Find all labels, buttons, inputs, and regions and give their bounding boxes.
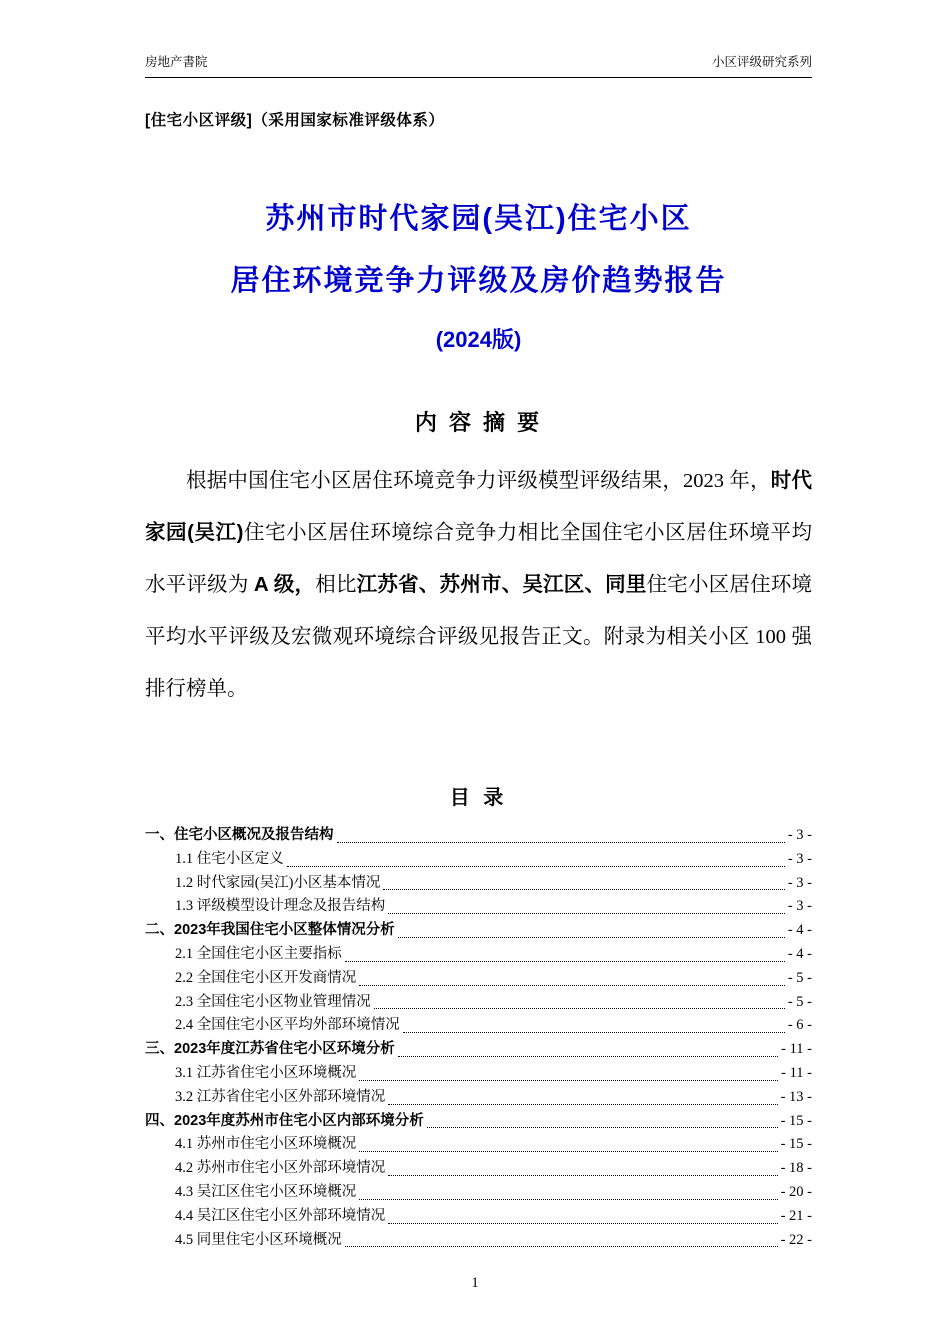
toc-row <box>145 1086 812 1110</box>
toc-label: 三、2023年度江苏省住宅小区环境分析 <box>145 1041 395 1058</box>
dotted-leader <box>345 961 785 962</box>
toc-label: 3.2 江苏省住宅小区外部环境情况 <box>175 1088 386 1105</box>
header-right-text: 小区评级研究系列 <box>711 55 812 69</box>
toc-heading: 目 录 <box>449 787 508 809</box>
toc-row <box>145 1038 812 1062</box>
dotted-leader <box>374 1008 785 1009</box>
toc-label: 1.2 时代家园(吴江)小区基本情况 <box>175 874 381 891</box>
toc-row <box>145 1205 812 1229</box>
dotted-leader <box>388 913 785 914</box>
toc-label: 2.4 全国住宅小区平均外部环境情况 <box>175 1017 400 1034</box>
toc-label: 一、住宅小区概况及报告结构 <box>145 827 334 843</box>
summary-segment-bold: 时代家园(吴江) <box>145 469 813 544</box>
toc-label: 4.4 吴江区住宅小区外部环境情况 <box>175 1207 386 1224</box>
toc-label: 2.3 全国住宅小区物业管理情况 <box>175 993 371 1010</box>
toc-page-number: - 5 - <box>787 969 812 986</box>
toc-row <box>145 919 812 943</box>
page-header <box>145 52 812 78</box>
toc-label: 2.1 全国住宅小区主要指标 <box>175 945 342 962</box>
summary-segment: 住宅小区居住环境综合竞争力相比全国住宅小区居住环境平均水平评级为 <box>145 522 813 596</box>
toc-page-number: - 3 - <box>787 827 812 843</box>
toc-row <box>145 1110 812 1134</box>
toc-row <box>145 1062 812 1086</box>
toc-page-number: - 4 - <box>787 945 812 962</box>
toc-page-number: - 11 - <box>781 1064 812 1081</box>
dotted-leader <box>427 1127 778 1128</box>
toc-label: 2.2 全国住宅小区开发商情况 <box>175 969 357 986</box>
toc-row <box>145 1181 812 1205</box>
toc-label: 4.3 吴江区住宅小区环境概况 <box>175 1183 357 1200</box>
toc-row <box>145 943 812 967</box>
toc-page-number: - 22 - <box>780 1231 812 1248</box>
summary-segment: 住宅小区居住环境平均水平评级及宏微观环境综合评级见报告正文。附录为相关小区 100 强排行榜单。 <box>145 574 813 700</box>
summary-segment: 相比 <box>315 574 357 596</box>
toc-page-number: - 5 - <box>787 993 812 1010</box>
toc-page-number: - 15 - <box>780 1112 812 1129</box>
toc-row <box>145 1014 812 1038</box>
dotted-leader <box>359 1151 777 1152</box>
toc-page-number: - 11 - <box>781 1041 812 1058</box>
toc-label: 1.1 住宅小区定义 <box>175 850 284 867</box>
toc-page-number: - 3 - <box>787 898 812 915</box>
dotted-leader <box>388 1223 777 1224</box>
report-title-line1: 苏州市时代家园(吴江)住宅小区 <box>265 203 692 235</box>
report-type-label: [住宅小区评级]（采用国家标准评级体系） <box>145 112 445 129</box>
toc-label: 二、2023年我国住宅小区整体情况分析 <box>145 922 395 939</box>
dotted-leader <box>398 1056 778 1057</box>
toc-page-number: - 3 - <box>787 850 812 867</box>
summary-heading: 内 容 摘 要 <box>414 410 543 435</box>
page-content <box>145 52 812 1252</box>
toc-page-number: - 3 - <box>787 874 812 891</box>
table-of-contents <box>145 824 812 1252</box>
dotted-leader <box>359 1080 778 1081</box>
dotted-leader <box>388 1104 777 1105</box>
toc-row <box>145 991 812 1015</box>
page-number-footer: 1 <box>471 1275 479 1291</box>
toc-label: 四、2023年度苏州市住宅小区内部环境分析 <box>145 1112 424 1129</box>
toc-page-number: - 20 - <box>780 1183 812 1200</box>
dotted-leader <box>287 866 785 867</box>
dotted-leader <box>398 937 785 938</box>
report-title-line2: 居住环境竞争力评级及房价趋势报告 <box>230 265 727 297</box>
summary-segment-bold: 江苏省、苏州市、吴江区、同里 <box>356 573 647 596</box>
summary-segment: 根据中国住宅小区居住环境竞争力评级模型评级结果，2023 年， <box>186 470 771 492</box>
toc-page-number: - 4 - <box>787 922 812 939</box>
toc-page-number: - 6 - <box>787 1017 812 1034</box>
toc-label: 4.5 同里住宅小区环境概况 <box>175 1231 342 1248</box>
dotted-leader <box>403 1032 785 1033</box>
title-block <box>145 188 812 360</box>
dotted-leader <box>388 1175 777 1176</box>
toc-row <box>145 848 812 872</box>
dotted-leader <box>383 889 784 890</box>
toc-row <box>145 872 812 896</box>
summary-paragraph <box>145 455 812 715</box>
summary-segment-bold: A 级， <box>253 573 316 596</box>
toc-row <box>145 1157 812 1181</box>
toc-row <box>145 1133 812 1157</box>
dotted-leader <box>337 842 785 843</box>
toc-label: 4.2 苏州市住宅小区外部环境情况 <box>175 1160 386 1177</box>
dotted-leader <box>359 1199 777 1200</box>
toc-row <box>145 895 812 919</box>
report-title-edition: (2024版) <box>435 327 522 352</box>
toc-page-number: - 21 - <box>780 1207 812 1224</box>
toc-page-number: - 13 - <box>780 1088 812 1105</box>
toc-page-number: - 18 - <box>780 1160 812 1177</box>
toc-page-number: - 15 - <box>780 1136 812 1153</box>
dotted-leader <box>345 1246 778 1247</box>
toc-row <box>145 1229 812 1253</box>
header-left-text: 房地产書院 <box>145 55 208 69</box>
toc-label: 3.1 江苏省住宅小区环境概况 <box>175 1064 357 1081</box>
dotted-leader <box>359 985 785 986</box>
toc-label: 4.1 苏州市住宅小区环境概况 <box>175 1136 357 1153</box>
toc-row <box>145 967 812 991</box>
toc-row <box>145 824 812 848</box>
toc-label: 1.3 评级模型设计理念及报告结构 <box>175 898 386 915</box>
